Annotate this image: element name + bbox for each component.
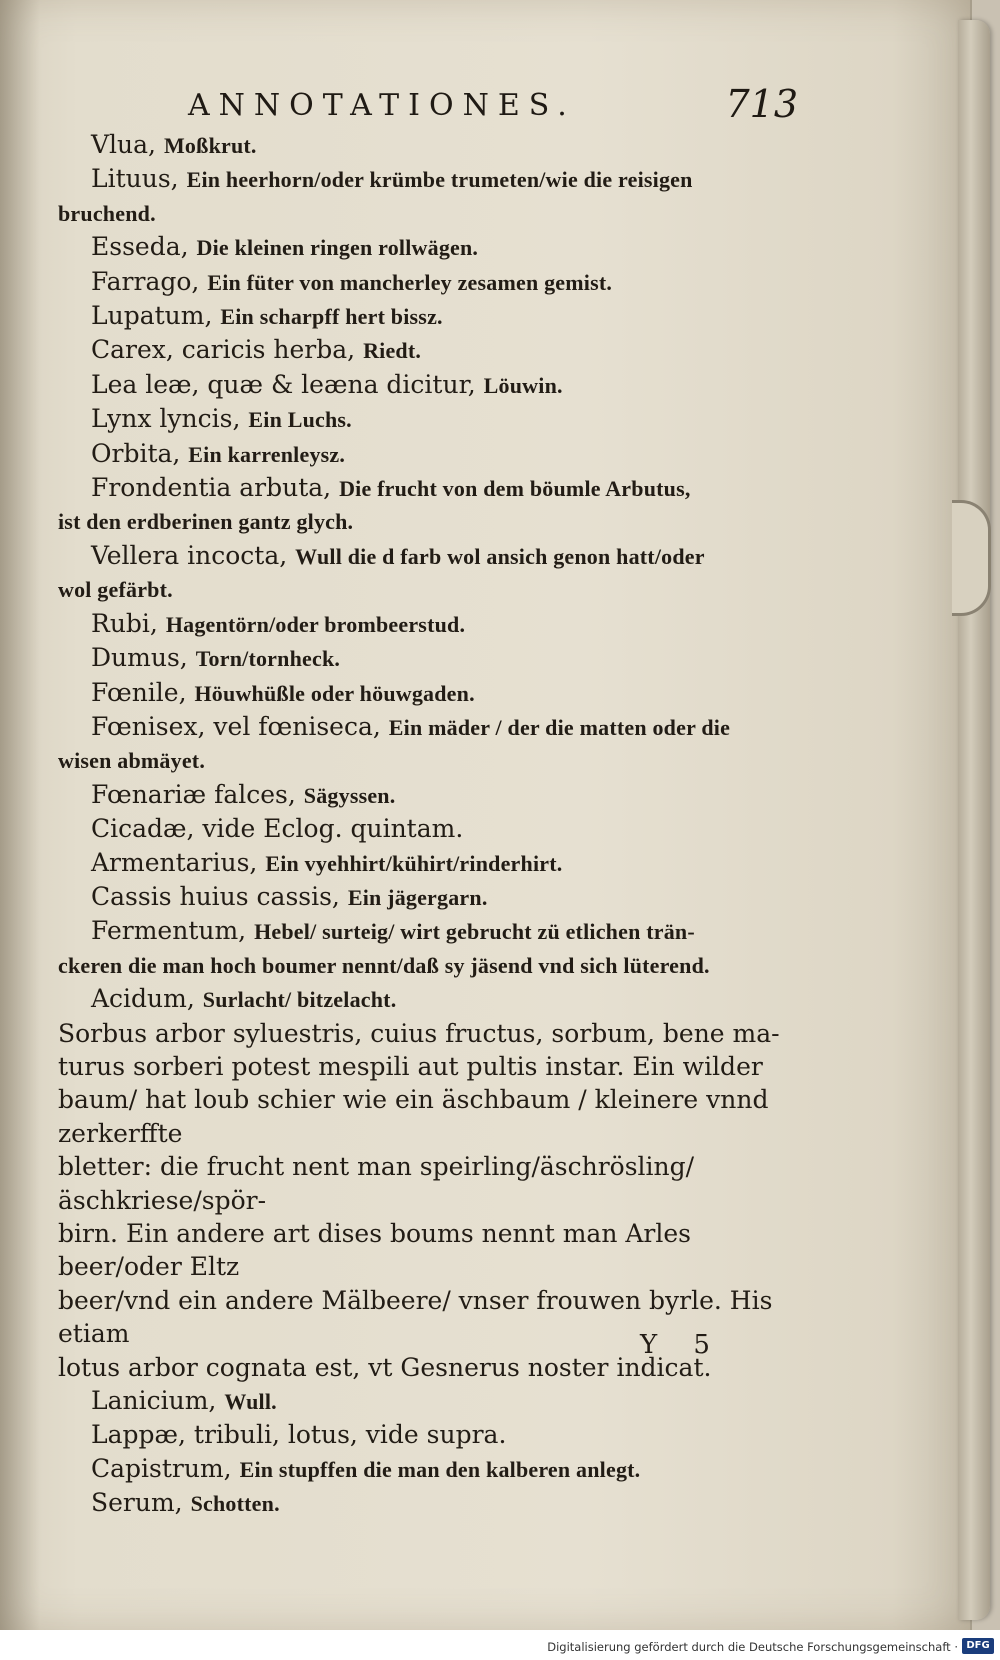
glossary-entry — [58, 437, 803, 471]
glossary-entry — [58, 299, 803, 333]
glossary-entry — [58, 1452, 803, 1486]
entry-line — [58, 162, 803, 196]
german-gloss: Riedt. — [363, 338, 422, 364]
entry-line — [58, 437, 803, 471]
entries-group-2 — [58, 1384, 803, 1521]
signature-mark: Y 5 — [640, 1330, 724, 1360]
page-number: 713 — [725, 82, 798, 126]
german-gloss: Ein heerhorn/oder krümbe trumeten/wie die reisigen — [186, 167, 693, 193]
glossary-entry — [58, 265, 803, 299]
entry-continuation: ist den erdberinen gantz glych. — [58, 509, 354, 535]
latin-term: Farrago, — [91, 266, 200, 296]
latin-term: Lanicium, — [91, 1386, 217, 1416]
latin-term: Fœnariæ falces, — [91, 779, 296, 809]
entry-line — [58, 230, 803, 264]
latin-term: Fœnile, — [91, 677, 187, 707]
german-gloss: Die kleinen ringen rollwägen. — [196, 235, 479, 261]
entry-line — [58, 1486, 803, 1520]
german-gloss: Ein Luchs. — [248, 407, 352, 433]
sorbus-line: birn. Ein andere art dises boums nennt man Arles beer/oder Eltz — [58, 1219, 691, 1282]
sorbus-line: beer/vnd ein andere Mälbeere/ vnser frouwen byrle. His etiam — [58, 1285, 773, 1349]
glossary-entry — [58, 880, 803, 914]
latin-term: Esseda, — [91, 232, 189, 262]
glossary-entry — [58, 128, 803, 162]
german-gloss: Ein vyehhirt/kühirt/rinderhirt. — [265, 850, 563, 876]
latin-term: Armentarius, — [91, 847, 258, 877]
german-gloss: Die frucht von dem böumle Arbutus, — [339, 476, 691, 502]
glossary-entry — [58, 539, 803, 607]
entry-line — [58, 982, 803, 1016]
entry-continuation: wisen abmäyet. — [58, 748, 206, 774]
glossary-entry — [58, 812, 803, 845]
glossary-entry — [58, 471, 803, 539]
entry-line — [58, 128, 803, 162]
latin-term: Rubi, — [91, 608, 158, 638]
german-gloss: Wull die d farb wol ansich genon hatt/oder — [295, 543, 705, 569]
entry-continuation: wol gefärbt. — [58, 577, 173, 603]
german-gloss: Surlacht/ bitzelacht. — [202, 987, 397, 1013]
sorbus-line: lotus arbor cognata est, vt Gesnerus noster indicat. — [58, 1352, 712, 1382]
latin-term: Lappæ, tribuli, lotus, vide supra. — [91, 1420, 507, 1450]
entry-line — [58, 641, 803, 675]
entry-line — [58, 471, 803, 505]
german-gloss: Moßkrut. — [163, 133, 257, 158]
glossary-entry — [58, 778, 803, 812]
entry-line — [58, 607, 803, 641]
latin-term: Acidum, — [91, 984, 195, 1014]
entry-line — [58, 880, 803, 914]
glossary-entry — [58, 676, 803, 710]
latin-term: Vlua, — [91, 130, 157, 159]
spine-shadow — [0, 0, 40, 1630]
glossary-entry — [58, 1486, 803, 1520]
entry-line — [58, 710, 803, 744]
running-title: ANNOTATIONES. — [188, 88, 576, 123]
latin-term: Fœnisex, vel fœniseca, — [91, 711, 381, 741]
german-gloss: Schotten. — [190, 1491, 280, 1517]
entry-continuation: bruchend. — [58, 200, 156, 226]
entry-line — [58, 1418, 803, 1451]
sorbus-line: turus sorberi potest mespili aut pultis instar. Ein wilder — [58, 1051, 763, 1081]
entry-line — [58, 539, 803, 573]
entry-line — [58, 778, 803, 812]
sorbus-line: baum/ hat loub schier wie ein äschbaum / kleinere vnnd zerkerffte — [58, 1085, 769, 1148]
latin-term: Frondentia arbuta, — [91, 473, 332, 503]
latin-term: Lupatum, — [91, 301, 213, 331]
glossary-entry — [58, 607, 803, 641]
latin-term: Serum, — [91, 1488, 183, 1518]
entry-line — [58, 1384, 803, 1418]
glossary-text — [58, 128, 803, 1521]
glossary-entry — [58, 230, 803, 264]
latin-term: Vellera incocta, — [91, 540, 288, 570]
entry-line — [58, 368, 803, 402]
german-gloss: Hebel/ surteig/ wirt gebrucht zü etlichen trän- — [254, 919, 695, 945]
german-gloss: Ein füter von mancherley zesamen gemist. — [207, 269, 613, 295]
dfg-logo-icon: DFG — [962, 1638, 994, 1654]
entry-line — [58, 812, 803, 845]
page-header — [188, 82, 798, 132]
german-gloss: Torn/tornheck. — [195, 646, 341, 672]
entry-line — [58, 402, 803, 436]
glossary-entry — [58, 846, 803, 880]
entry-line — [58, 676, 803, 710]
sorbus-paragraph — [58, 1017, 803, 1384]
german-gloss: Höuwhüßle oder höuwgaden. — [194, 680, 475, 706]
glossary-entry — [58, 982, 803, 1016]
german-gloss: Löuwin. — [483, 372, 563, 398]
glossary-entry — [58, 368, 803, 402]
latin-term: Carex, caricis herba, — [91, 335, 356, 365]
entry-line — [58, 914, 803, 948]
german-gloss: Wull. — [224, 1389, 277, 1415]
german-gloss: Ein jägergarn. — [347, 884, 488, 910]
german-gloss: Ein mäder / der die matten oder die — [388, 714, 731, 740]
latin-term: Dumus, — [91, 643, 188, 673]
entry-continuation: ckeren die man hoch boumer nennt/daß sy jäsend vnd sich lüterend. — [58, 952, 710, 978]
sorbus-line: Sorbus arbor syluestris, cuius fructus, sorbum, bene ma- — [58, 1018, 780, 1048]
glossary-entry — [58, 641, 803, 675]
clasp-tab — [952, 500, 991, 616]
footer-credit: Digitalisierung gefördert durch die Deutsche Forschungsgemeinschaft · — [547, 1640, 958, 1654]
german-gloss: Ein karrenleysz. — [188, 441, 346, 467]
entry-line — [58, 265, 803, 299]
page-edge — [958, 20, 990, 1620]
entry-line — [58, 1452, 803, 1486]
entry-line — [58, 846, 803, 880]
german-gloss: Ein stupffen die man den kalberen anlegt. — [239, 1456, 641, 1482]
glossary-entry — [58, 1384, 803, 1418]
glossary-entry — [58, 162, 803, 230]
footer-bar — [0, 1630, 1000, 1660]
glossary-entry — [58, 402, 803, 436]
glossary-entry — [58, 710, 803, 778]
german-gloss: Hagentörn/oder brombeerstud. — [165, 611, 466, 637]
entries-group-1 — [58, 128, 803, 1017]
german-gloss: Ein scharpff hert bissz. — [220, 304, 443, 330]
entry-line — [58, 299, 803, 333]
glossary-entry — [58, 1418, 803, 1451]
latin-term: Orbita, — [91, 438, 181, 468]
latin-term: Lynx lyncis, — [91, 404, 241, 434]
latin-term: Cicadæ, vide Eclog. quintam. — [91, 814, 464, 844]
latin-term: Cassis huius cassis, — [91, 881, 340, 911]
entry-line — [58, 333, 803, 367]
glossary-entry — [58, 333, 803, 367]
latin-term: Lituus, — [91, 164, 179, 194]
latin-term: Capistrum, — [91, 1453, 232, 1483]
latin-term: Fermentum, — [91, 916, 247, 946]
glossary-entry — [58, 914, 803, 982]
sorbus-line: bletter: die frucht nent man speirling/äschrösling/äschkriese/spör- — [58, 1152, 695, 1215]
latin-term: Lea leæ, quæ & leæna dicitur, — [91, 369, 476, 399]
german-gloss: Sägyssen. — [303, 782, 396, 808]
